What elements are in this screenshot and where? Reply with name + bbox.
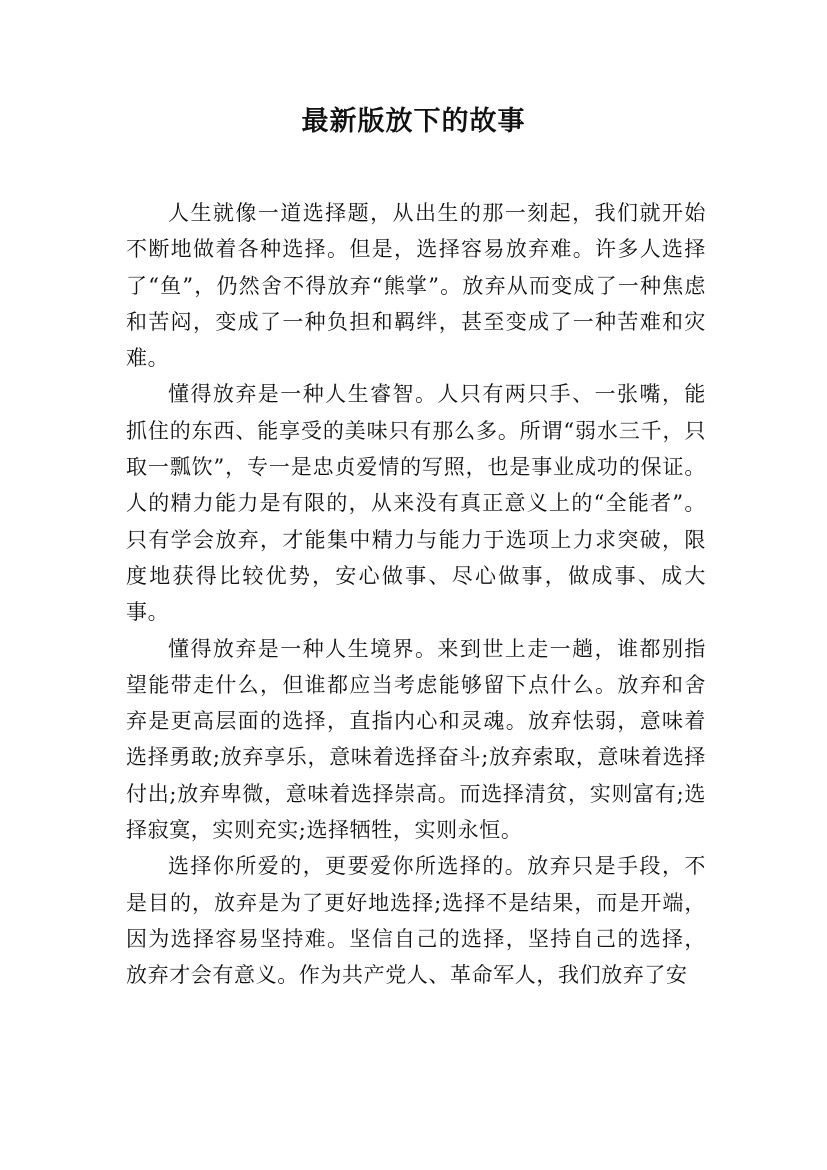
paragraph-3: 懂得放弃是一种人生境界。来到世上走一趟，谁都别指望能带走什么，但谁都应当考虑能够留下点什么。放弃和舍弃是更高层面的选择，直指内心和灵魂。放弃怯弱，意味着选择勇敢;放弃享乐，意味着选择奋斗;放弃索取，意味着选择付出;放弃卑微，意味着选择崇高。而选择清贫，实则富有;选择寂寞，实则充实;选择牺牲，实则永恒。 <box>126 636 706 843</box>
paragraph-1: 人生就像一道选择题，从出生的那一刻起，我们就开始不断地做着各种选择。但是，选择容易放弃难。许多人选择了“鱼”，仍然舍不得放弃“熊掌”。放弃从而变成了一种焦虑和苦闷，变成了一种负担和羁绊，甚至变成了一种苦难和灾难。 <box>126 201 706 371</box>
paragraph-2: 懂得放弃是一种人生睿智。人只有两只手、一张嘴，能抓住的东西、能享受的美味只有那么多。所谓“弱水三千，只取一瓢饮”，专一是忠贞爱情的写照，也是事业成功的保证。人的精力能力是有限的，从来没有真正意义上的“全能者”。只有学会放弃，才能集中精力与能力于选项上力求突破，限度地获得比较优势，安心做事、尽心做事，做成事、成大事。 <box>126 382 706 625</box>
paragraph-4: 选择你所爱的，更要爱你所选择的。放弃只是手段，不是目的，放弃是为了更好地选择;选择不是结果，而是开端，因为选择容易坚持难。坚信自己的选择，坚持自己的选择，放弃才会有意义。作为共产党人、革命军人，我们放弃了安 <box>126 854 706 988</box>
document-body <box>126 195 706 994</box>
document-title: 最新版放下的故事 <box>301 106 526 137</box>
